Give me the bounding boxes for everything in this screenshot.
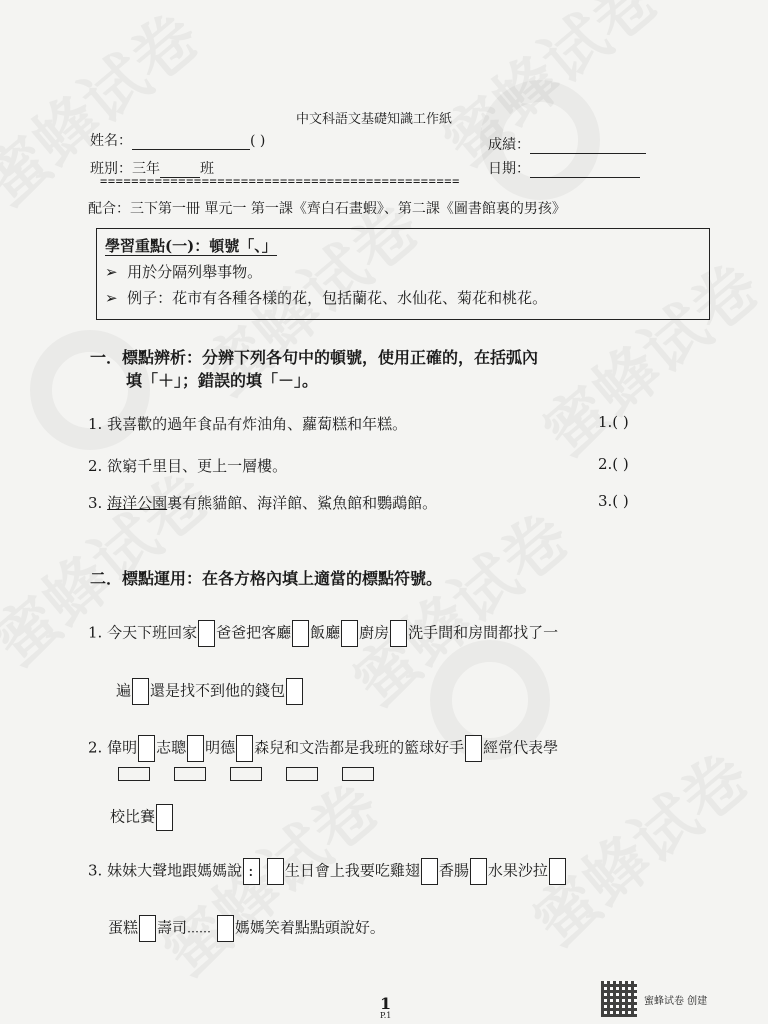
page-number: 1 [380, 994, 392, 1013]
key-point-title: 學習重點(一)：頓號「、」 [105, 237, 277, 255]
punctuation-box[interactable] [236, 735, 253, 762]
section1-title-line1: 一．標點辨析：分辨下列各句中的頓號，使用正確的，在括弧內 [90, 348, 539, 367]
watermark [330, 488, 585, 723]
name-blank[interactable] [132, 135, 250, 150]
punctuation-box[interactable] [267, 858, 284, 885]
score-label: 成績： [488, 137, 530, 153]
punctuation-box[interactable] [341, 620, 358, 647]
punctuation-box[interactable] [156, 804, 173, 831]
class-suffix: 班 [200, 161, 214, 177]
key-point-bullet: ➢ 例子：花市有各種各樣的花，包括蘭花、水仙花、菊花和桃花。 [105, 289, 548, 307]
punctuation-box[interactable] [421, 858, 438, 885]
punctuation-box[interactable] [390, 620, 407, 647]
arrow-bullet-icon: ➢ [105, 263, 118, 281]
divider: ============================================== [100, 174, 460, 188]
section2-title: 二．標點運用：在各方格內填上適當的標點符號。 [90, 569, 443, 588]
ellipsis-mark: …… [187, 921, 212, 936]
date-blank[interactable] [530, 163, 640, 178]
watermark [0, 0, 216, 224]
page-label: P.1 [380, 1011, 392, 1020]
proper-noun-mark [118, 767, 150, 781]
section1-question-2: 2. 欲窮千里目、更上一層樓。 [88, 457, 288, 475]
section2-question-3-line2: 蛋糕 壽司…… 媽媽笑着點點頭說好。 [108, 915, 385, 942]
qr-code-icon [601, 981, 637, 1017]
punctuation-box[interactable] [243, 858, 260, 885]
punctuation-box[interactable] [217, 915, 234, 942]
section2-question-2-line1: 2. 偉明 志聰 明德 森兒和文浩都是我班的籃球好手 經常代表學 [88, 735, 558, 762]
punctuation-box[interactable] [465, 735, 482, 762]
colon-mark: : [248, 861, 254, 880]
answer-blank-2[interactable]: 2.( ) [598, 455, 629, 473]
class-number-parens: ( ) [250, 133, 266, 149]
punctuation-box[interactable] [139, 915, 156, 942]
document-title: 中文科語文基礎知識工作紙 [296, 112, 453, 127]
punctuation-box[interactable] [187, 735, 204, 762]
watermark [420, 0, 675, 184]
key-point-box [96, 228, 710, 320]
brand-text: 蜜蜂试卷 创建 [644, 996, 708, 1007]
proper-noun-mark [230, 767, 262, 781]
proper-noun-mark [342, 767, 374, 781]
proper-noun-underline: 海洋公園 [107, 494, 168, 512]
score-field [488, 134, 646, 154]
score-blank[interactable] [530, 139, 646, 154]
section1-title-line2: 填「＋」；錯誤的填「－」。 [126, 371, 319, 390]
watermark [510, 728, 765, 963]
date-label: 日期： [488, 161, 530, 177]
punctuation-box[interactable] [286, 678, 303, 705]
punctuation-box[interactable] [132, 678, 149, 705]
section2-question-2-line2: 校比賽 [110, 804, 174, 831]
class-label: 班別：三年 [90, 161, 160, 177]
section2-question-3-line1: 3. 妹妹大聲地跟媽媽說 : 生日會上我要吃雞翅 香腸 水果沙拉 [88, 858, 567, 885]
lesson-scope: 配合：三下第一冊 單元一 第一課《齊白石畫蝦》、第二課《圖書館裏的男孩》 [88, 201, 566, 217]
answer-blank-1[interactable]: 1.( ) [598, 413, 629, 431]
section2-question-1-line2: 遍 還是找不到他的錢包 [116, 678, 304, 705]
proper-noun-mark [286, 767, 318, 781]
date-field [488, 158, 640, 178]
punctuation-box[interactable] [138, 735, 155, 762]
punctuation-box[interactable] [549, 858, 566, 885]
answer-blank-3[interactable]: 3.( ) [598, 492, 629, 510]
section1-question-3: 3. 海洋公園裏有熊貓館、海洋館、鯊魚館和鸚鵡館。 [88, 494, 438, 512]
section2-question-1-line1: 1. 今天下班回家 爸爸把客廳 飯廳 廚房 洗手間和房間都找了一 [88, 620, 558, 647]
punctuation-box[interactable] [292, 620, 309, 647]
proper-noun-mark [174, 767, 206, 781]
name-field [90, 130, 265, 150]
arrow-bullet-icon: ➢ [105, 289, 118, 307]
name-label: 姓名： [90, 133, 132, 149]
section1-question-1: 1. 我喜歡的過年食品有炸油角、蘿蔔糕和年糕。 [88, 415, 408, 433]
key-point-bullet: ➢ 用於分隔列舉事物。 [105, 263, 263, 281]
punctuation-box[interactable] [470, 858, 487, 885]
punctuation-box[interactable] [198, 620, 215, 647]
